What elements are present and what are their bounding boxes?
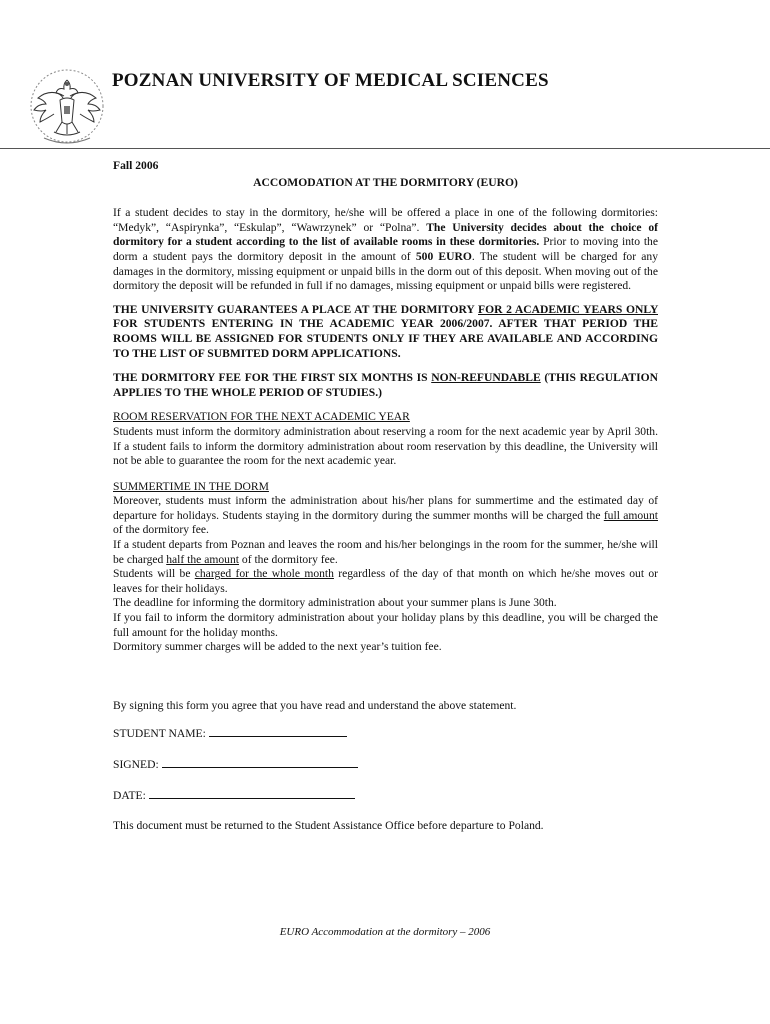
summer-line-3: [113, 567, 658, 596]
eagle-crest-icon: [24, 66, 110, 150]
summer-line-2: [113, 538, 658, 567]
summer-line-1: [113, 494, 658, 538]
term-label: Fall 2006: [113, 159, 159, 172]
guarantee-duration: FOR 2 ACADEMIC YEARS ONLY: [478, 302, 658, 316]
summer-whole-month: charged for the whole month: [194, 567, 334, 581]
summer-half-amount: half the amount: [166, 552, 239, 566]
guarantee-paragraph: [113, 303, 658, 361]
signed-field[interactable]: [113, 756, 658, 773]
reservation-text: Students must inform the dormitory administration about reserving a room for the next academic year by April 30th. If a student fails to inform the dormitory administration about room reservation by this deadline, the University will not be able to guarantee the room for the next academic year.: [113, 424, 658, 468]
summer-text-2a: If a student departs from Poznan and leaves the room and his/her belongings in the room for the summer, he/she will be charged: [113, 538, 658, 566]
agreement-statement: By signing this form you agree that you have read and understand the above statement.: [113, 698, 517, 712]
header-divider: [0, 148, 770, 149]
document-body: [113, 159, 658, 843]
summer-text-3a: Students will be: [113, 567, 195, 581]
summer-text-1a: Moreover, students must inform the administration about his/her plans for summertime and the estimated day of departure for holidays. Students staying in the dormitory during the summer months will be charged the: [113, 494, 658, 522]
signed-line[interactable]: [162, 756, 358, 768]
fee-text-2: (THIS REGULATION APPLIES TO THE WHOLE PERIOD OF STUDIES.): [113, 371, 658, 399]
intro-text-1: If a student decides to stay in the dormitory, he/she will be offered a place in one of the following dormitories: “Medyk”, “Aspirynka”, “Eskulap”, “Wawrzynek” or “Polna”.: [113, 206, 658, 234]
date-line[interactable]: [149, 787, 355, 799]
date-label: DATE:: [113, 788, 146, 802]
reservation-section: [113, 410, 658, 468]
university-title: POZNAN UNIVERSITY OF MEDICAL SCIENCES: [112, 70, 549, 91]
return-note: This document must be returned to the Student Assistance Office before departure to Poland.: [113, 819, 544, 833]
page-footer: EURO Accommodation at the dormitory – 2006: [279, 926, 491, 938]
summer-line-5: If you fail to inform the dormitory administration about your holiday plans by this deadline, you will be charged the full amount for the holiday months.: [113, 611, 658, 639]
fee-nonrefundable: NON-REFUNDABLE: [431, 371, 541, 385]
intro-text-3: . The student will be charged for any damages in the dormitory, missing equipment or unpaid bills in the dorm out of this deposit. When moving out of the dormitory the deposit will be refunded in full if no damages, missing equipment or unpaid bills were registered.: [113, 249, 658, 293]
summer-heading: SUMMERTIME IN THE DORM: [113, 479, 269, 493]
summer-full-amount: full amount: [603, 508, 658, 522]
intro-text-2: Prior to moving into the dorm a student pays the dormitory deposit in the amount of: [113, 235, 658, 263]
student-name-label: STUDENT NAME:: [113, 727, 206, 741]
fee-paragraph: [113, 371, 658, 400]
summer-line-4: The deadline for informing the dormitory administration about your summer plans is June 30th.: [113, 596, 557, 610]
summer-text-3b: regardless of the day of that month on which he/she moves out or leaves for their holidays.: [113, 567, 658, 595]
student-name-field[interactable]: [113, 725, 658, 742]
student-name-line[interactable]: [209, 725, 347, 737]
intro-paragraph: [113, 206, 658, 294]
reservation-heading: ROOM RESERVATION FOR THE NEXT ACADEMIC YEAR: [113, 410, 410, 424]
deposit-amount: 500 EURO: [415, 249, 472, 263]
guarantee-text-1: THE UNIVERSITY GUARANTEES A PLACE AT THE DORMITORY: [113, 302, 478, 316]
summer-line-6: Dormitory summer charges will be added to the next year’s tuition fee.: [113, 640, 442, 654]
document-title: ACCOMODATION AT THE DORMITORY (EURO): [253, 175, 518, 189]
signed-label: SIGNED:: [113, 758, 159, 771]
intro-bold-statement: The University decides about the choice of dormitory for a student according to the list of available rooms in these dormitories.: [113, 220, 658, 249]
summer-section: [113, 480, 658, 655]
guarantee-text-2: FOR STUDENTS ENTERING IN THE ACADEMIC YEAR 2006/2007. AFTER THAT PERIOD THE ROOMS WILL BE ASSIGNED FOR STUDENTS ONLY IF THEY ARE AVAILABLE AND ACCORDING TO THE LIST OF SUBMITED DORM APPLICATIONS.: [113, 317, 658, 360]
summer-text-1b: of the dormitory fee.: [113, 523, 209, 537]
summer-text-2b: of the dormitory fee.: [239, 552, 338, 566]
date-field[interactable]: [113, 787, 658, 804]
fee-text-1: THE DORMITORY FEE FOR THE FIRST SIX MONTHS IS: [113, 371, 432, 385]
